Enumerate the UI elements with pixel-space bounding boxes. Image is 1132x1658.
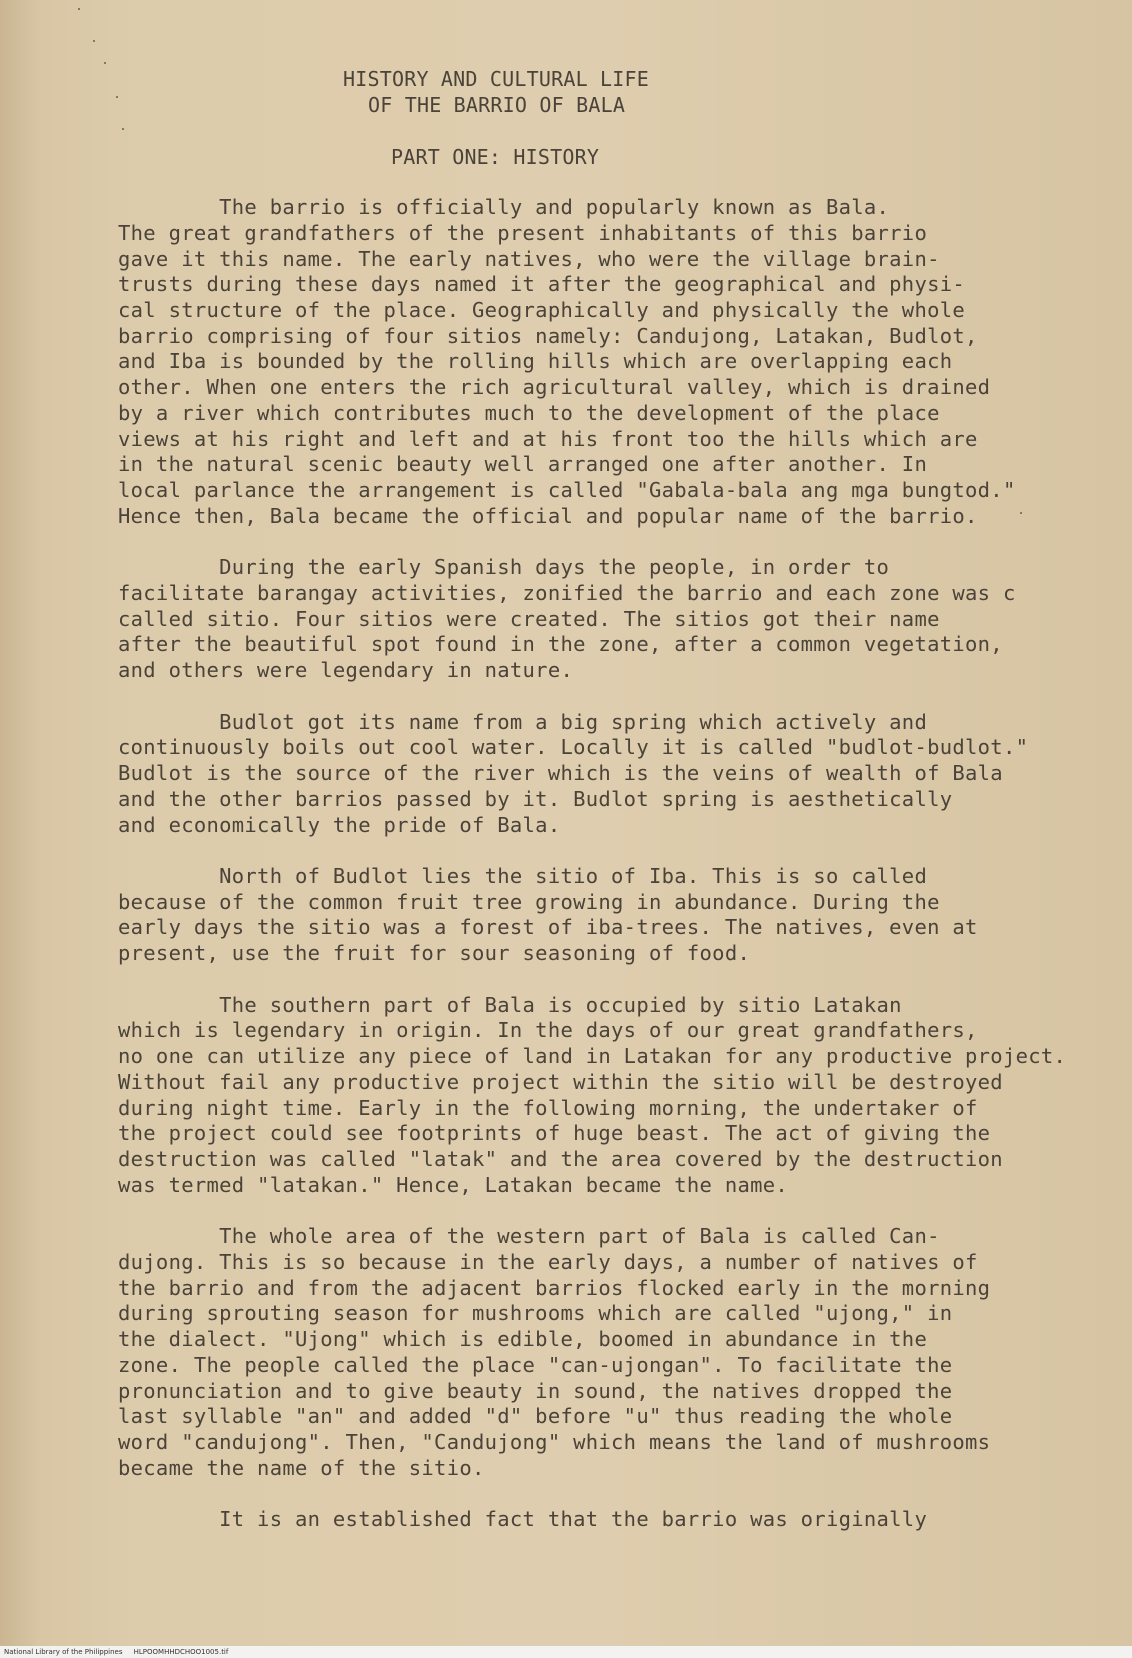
text-line: became the name of the sitio.: [118, 1455, 485, 1480]
text-line: zone. The people called the place "can-ujongan". To facilitate the: [118, 1352, 953, 1377]
scan-footer: National Library of the Philippines HLPOOMHHDCHOO1005.tif: [0, 1646, 1132, 1658]
text-line: during night time. Early in the following morning, the undertaker of: [118, 1095, 978, 1120]
text-line: present, use the fruit for sour seasoning of food.: [118, 941, 751, 966]
text-line: other. When one enters the rich agricultural valley, which is drained: [118, 375, 991, 400]
paper-speck: [93, 40, 95, 42]
paper-speck: [104, 62, 106, 64]
text-line: no one can utilize any piece of land in Latakan for any productive project.: [118, 1044, 1067, 1069]
text-line: The southern part of Bala is occupied by sitio Latakan: [118, 992, 902, 1017]
text-line: the barrio and from the adjacent barrios flocked early in the morning: [118, 1275, 991, 1300]
text-line: and economically the pride of Bala.: [118, 812, 561, 837]
title-line-1: HISTORY AND CULTURAL LIFE: [343, 67, 650, 91]
text-line: in the natural scenic beauty well arranged one after another. In: [118, 452, 928, 477]
text-line: because of the common fruit tree growing in abundance. During the: [118, 889, 940, 914]
text-line: Without fail any productive project within the sitio will be destroyed: [118, 1069, 1003, 1094]
paper-speck: [1020, 512, 1022, 514]
text-line: continuously boils out cool water. Locally it is called "budlot-budlot.": [118, 735, 1029, 760]
text-line: The great grandfathers of the present inhabitants of this barrio: [118, 220, 928, 245]
text-line: North of Budlot lies the sitio of Iba. This is so called: [118, 864, 928, 888]
text-line: after the beautiful spot found in the zone, after a common vegetation,: [118, 632, 1003, 657]
text-line: The barrio is officially and popularly known as Bala.: [118, 195, 890, 219]
text-line: and others were legendary in nature.: [118, 658, 574, 683]
text-line: local parlance the arrangement is called "Gabala-bala ang mga bungtod.": [118, 478, 1016, 502]
text-line: It is an established fact that the barrio was originally: [118, 1507, 928, 1532]
text-line: The whole area of the western part of Bala is called Can-: [118, 1224, 940, 1249]
text-line: trusts during these days named it after the geographical and physi-: [118, 272, 966, 297]
text-line: During the early Spanish days the people, in order to: [118, 555, 890, 580]
section-heading: PART ONE: HISTORY: [391, 145, 600, 169]
title-line-2: OF THE BARRIO OF BALA: [368, 93, 626, 117]
text-line: and the other barrios passed by it. Budlot spring is aesthetically: [118, 786, 953, 811]
text-line: the project could see footprints of huge beast. The act of giving the: [118, 1121, 991, 1146]
text-line: and Iba is bounded by the rolling hills which are overlapping each: [118, 349, 953, 374]
text-line: last syllable "an" and added "d" before "u" thus reading the whole: [118, 1404, 953, 1429]
text-line: Budlot got its name from a big spring which actively and: [118, 709, 928, 734]
text-line: cal structure of the place. Geographically and physically the whole: [118, 297, 966, 322]
paper-speck: [116, 96, 118, 98]
text-line: barrio comprising of four sitios namely: Candujong, Latakan, Budlot,: [118, 323, 978, 348]
text-line: by a river which contributes much to the development of the place: [118, 400, 940, 425]
text-line: dujong. This is so because in the early days, a number of natives of: [118, 1249, 978, 1274]
text-line: during sprouting season for mushrooms which are called "ujong," in: [118, 1301, 953, 1326]
text-line: Hence then, Bala became the official and popular name of the barrio.: [118, 503, 978, 528]
text-line: gave it this name. The early natives, who were the village brain-: [118, 246, 940, 271]
text-line: destruction was called "latak" and the area covered by the destruction: [118, 1147, 1003, 1171]
text-line: called sitio. Four sitios were created. The sitios got their name: [118, 606, 940, 631]
paper-speck: [78, 8, 80, 10]
text-line: word "candujong". Then, "Candujong" which means the land of mushrooms: [118, 1430, 991, 1454]
text-line: which is legendary in origin. In the days of our great grandfathers,: [118, 1018, 978, 1043]
text-line: Budlot is the source of the river which is the veins of wealth of Bala: [118, 761, 1003, 786]
text-line: early days the sitio was a forest of iba-trees. The natives, even at: [118, 915, 978, 940]
text-line: facilitate barangay activities, zonified the barrio and each zone was c: [118, 581, 1016, 605]
paper-speck: [122, 128, 124, 130]
text-line: pronunciation and to give beauty in sound, the natives dropped the: [118, 1378, 953, 1403]
text-line: the dialect. "Ujong" which is edible, boomed in abundance in the: [118, 1327, 928, 1352]
text-line: was termed "latakan." Hence, Latakan became the name.: [118, 1172, 789, 1197]
text-line: views at his right and left and at his front too the hills which are: [118, 426, 978, 451]
